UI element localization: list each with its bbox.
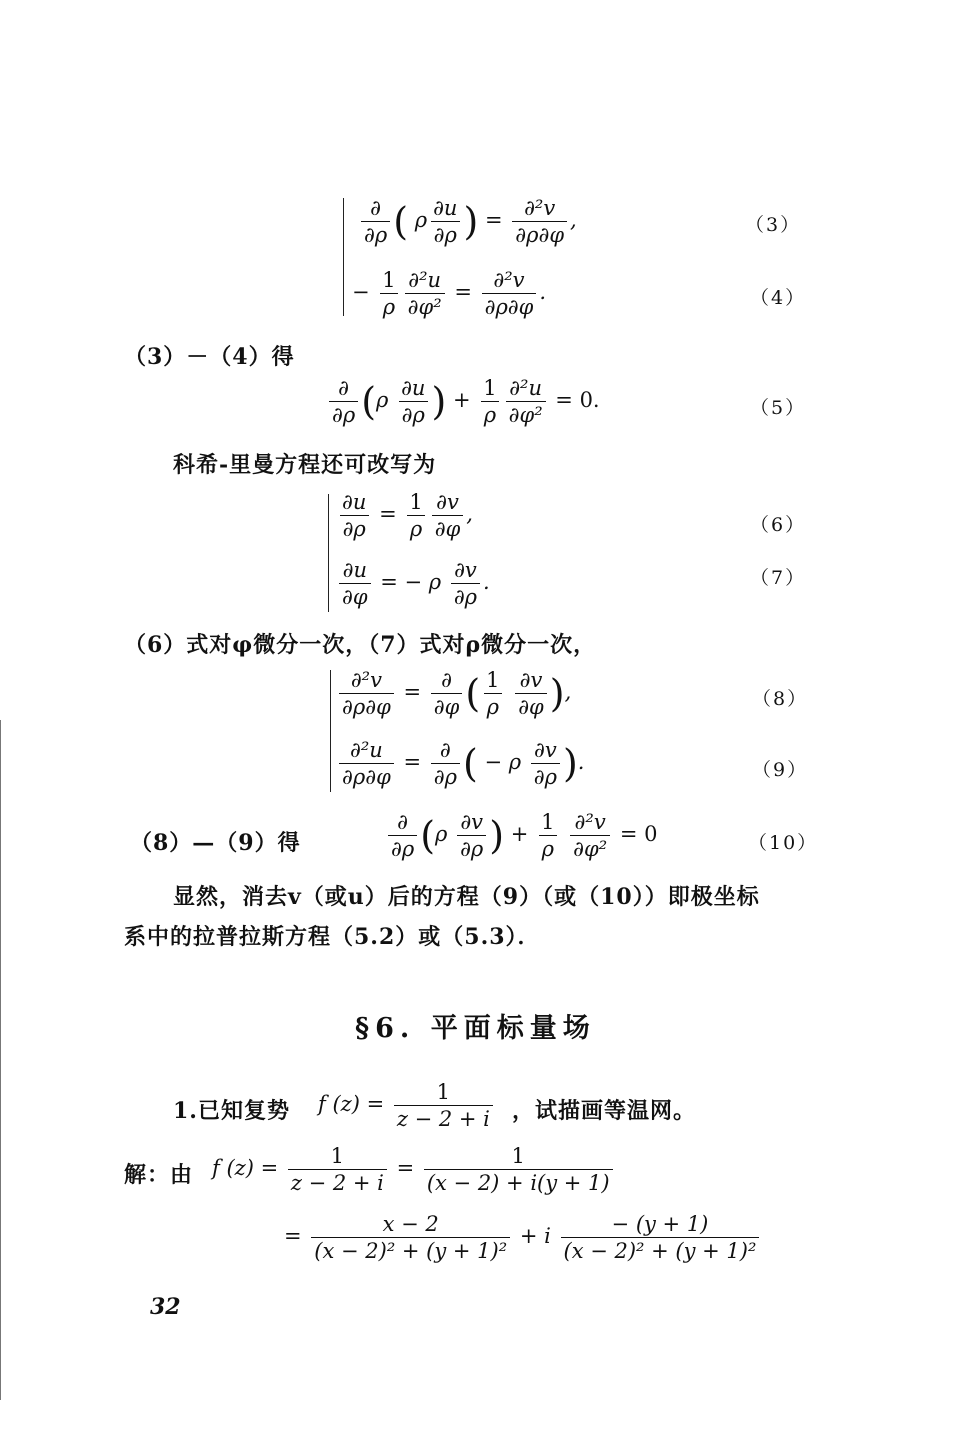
equation-brace: [330, 670, 331, 792]
equation-7: $\frac{\partial u}{\partial\varphi}$ = − ρ $\frac{\partial v}{\partial\rho}$ .: [336, 558, 490, 609]
equation-brace: [343, 198, 344, 316]
page-number: 32: [150, 1294, 181, 1320]
problem-instruction: ，试描画等温网。: [512, 1098, 697, 1124]
equation-label-9: （9）: [752, 759, 809, 781]
step-text-8-minus-9: （8）—（9）得: [130, 830, 301, 856]
equation-label-8: （8）: [752, 688, 809, 710]
equation-label-3: （3）: [745, 214, 802, 236]
equation-label-5: （5）: [750, 397, 807, 419]
equation-3: $\frac{\partial}{\partial\rho}$ ( ρ $\frac{\partial u}{\partial\rho}$ ) = $\frac{\text{∂²v}}{\partial\rho\partial\varphi}$ ,: [358, 196, 577, 247]
scan-edge-line: [0, 720, 1, 1400]
equation-brace: [328, 494, 329, 612]
equation-label-10: （10）: [748, 832, 819, 854]
equation-4: − $\frac{1}{\rho}$ $\frac{\text{∂²u}}{\text{∂φ²}}$ = $\frac{\text{∂²v}}{\partial\rho\partial\varphi}$ .: [352, 268, 547, 320]
equation-label-6: （6）: [750, 514, 807, 536]
equation-9: $\frac{\text{∂²u}}{\partial\rho\partial\varphi}$ = $\frac{\partial}{\partial\rho}$ ( − ρ $\frac{\partial v}{\partial\rho}$ ).: [336, 738, 584, 789]
solution-label: 解：由: [124, 1162, 194, 1188]
paragraph-differentiate: （6）式对φ微分一次，（7）式对ρ微分一次，: [124, 632, 597, 658]
step-text-3-minus-4: （3）－（4）得: [124, 344, 295, 370]
paragraph-conclusion-line2: 系中的拉普拉斯方程（5.2）或（5.3）．: [124, 924, 541, 950]
equation-label-4: （4）: [750, 287, 807, 309]
equation-5: $\frac{\partial}{\partial\rho}$ (ρ $\frac{\partial u}{\partial\rho}$ ) + $\frac{1}{\rho}$ $\frac{\text{∂²u}}{\text{∂φ²}}$ = 0.: [326, 376, 600, 427]
paragraph-cr-rewrite: 科希-里曼方程还可改写为: [173, 452, 437, 478]
equation-6: $\frac{\partial u}{\partial\rho}$ = $\frac{1}{\rho}$ $\frac{\partial v}{\partial\varphi}$ ,: [336, 490, 473, 541]
problem-number-text: 1.已知复势: [173, 1098, 290, 1124]
paragraph-conclusion-line1: 显然，消去v（或u）后的方程（9）（或（10））即极坐标: [173, 884, 760, 910]
solution-formula-2: = $\frac{x - 2}{\text{(x − 2)² + (y + 1)²}}$ + i $\frac{- (y + 1)}{\text{(x − 2)² + (y + 1)²}}$: [284, 1212, 762, 1263]
problem-formula: f (z) = $\frac{1}{z - 2 + i}$: [318, 1080, 496, 1131]
equation-8: $\frac{\text{∂²v}}{\partial\rho\partial\varphi}$ = $\frac{\partial}{\partial\varphi}$ ( $\frac{1}{\rho}$ $\frac{\partial v}{\partial\varphi}$ ),: [336, 668, 571, 719]
equation-label-7: （7）: [750, 567, 807, 589]
solution-formula-1: f (z) = $\frac{1}{z - 2 + i}$ = $\frac{1}{(x - 2) + i(y + 1)}$: [212, 1144, 616, 1195]
equation-10: $\frac{\partial}{\partial\rho}$ (ρ $\frac{\partial v}{\partial\rho}$ ) + $\frac{1}{\rho}$ $\frac{\text{∂²v}}{\text{∂φ²}}$ = 0: [385, 810, 657, 861]
section-title: §6. 平面标量场: [355, 1013, 596, 1044]
